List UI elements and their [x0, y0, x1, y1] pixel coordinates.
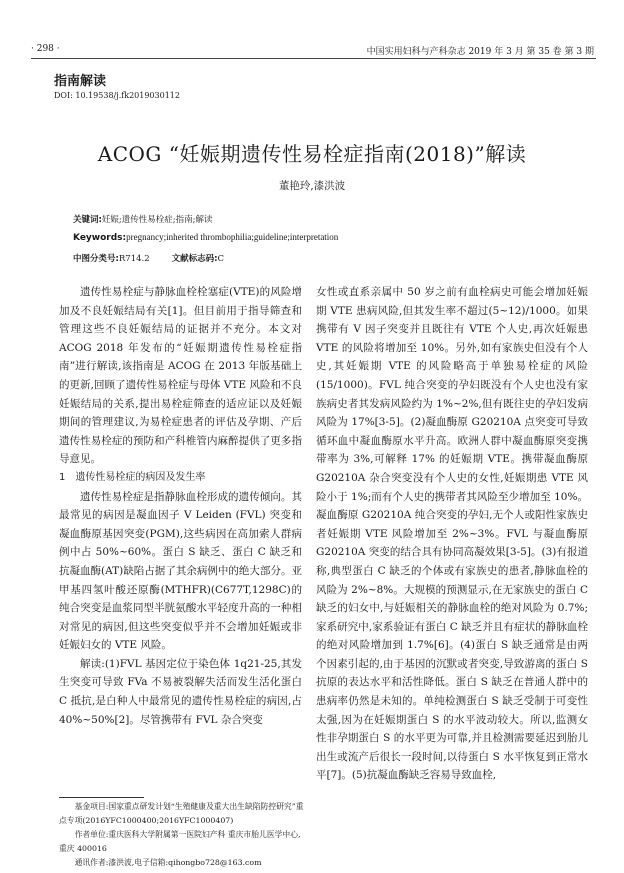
footnote-affiliation: 作者单位:重庆医科大学附属第一医院妇产科 重庆市胎儿医学中心,重庆 400016	[59, 830, 301, 853]
intro-paragraph: 遗传性易栓症与静脉血栓栓塞症(VTE)的风险增加及不良妊娠结局有关[1]。但目前用于指导筛查和管理这些不良妊娠结局的证据并不充分。本文对 ACOG 2018 年发布的“妊娠期遗传性易栓症指南”进行解读,该指南是 ACOG 在 2013 年版基础上的更新,回顾了遗传性易栓症与母体 VTE 风险和不良妊娠结局的关系,提出易栓症筛查的适应证以及妊娠期间的管理建议,为易栓症患者的评估及孕期、产后遗传性易栓症的预防和产科椎管内麻醉提供了更多指导意见。	[59, 286, 302, 466]
right-column-paragraph: 女性或直系亲属中 50 岁之前有血栓病史可能会增加妊娠期 VTE 患病风险,但其发生率不超过(5~12)/1000。如果携带有 V 因子突变并且既往有 VTE 个人史,再次妊娠患 VTE 的风险将增加至 10%。另外,如有家族史但没有个人史,其妊娠期 VTE 的风险略高于单独易栓症的风险(15/1000)。FVL 纯合突变的孕妇既没有个人史也没有家族病史者其发病风险约为 1%~2%,但有既往史的孕妇发病风险为 17%[3-5]。(2)凝血酶原 G20210A 点突变可导致循环血中凝血酶原水平升高。欧洲人群中凝血酶原突变携带率为 3%,可解释 17% 的妊娠期 VTE。携带凝血酶原 G20210A 杂合突变没有个人史的女性,妊娠期患 VTE 风险小于 1%;而有个人史的携带者其风险至少增加至 10%。凝血酶原 G20210A 纯合突变的孕妇,无个人或阳性家族史者妊娠期 VTE 风险增加至 2%~3%。FVL 与凝血酶原 G20210A 突变的结合具有协同高凝效果[3-5]。(3)有报道称,典型蛋白 C 缺乏的个体或有家族史的患者,静脉血栓的风险为 2%~8%。大规模的预测显示,在无家族史的蛋白 C 缺乏的妇女中,与妊娠相关的静脉血栓的绝对风险为 0.7%;家系研究中,家系验证有蛋白 C 缺乏并且有症状的静脉血栓的绝对风险增加到 1.7%[6]。(4)蛋白 S 缺乏通常是由两个因素引起的,由于基因的沉默或者突变,导致游离的蛋白 S 抗原的表达水平和活性降低。蛋白 S 缺乏在普通人群中的患病率仍然是未知的。单纯检测蛋白 S 缺乏受制于可变性太强,因为在妊娠期蛋白 S 的水平波动较大。所以,监测女性非孕期蛋白 S 的水平更为可靠,并且检测需要延迟到胎儿出生或流产后很长一段时间,以待蛋白 S 水平恢复到正常水平[7]。(5)抗凝血酶缺乏容易导致血栓,	[316, 286, 588, 782]
authors: 董艳玲,漆洪波	[278, 180, 346, 192]
classification-line	[73, 252, 593, 264]
page-number: · 298 ·	[31, 44, 60, 54]
header-rule	[31, 58, 596, 59]
footnotes	[59, 800, 304, 870]
keywords-cn-label: 关键词:	[73, 215, 102, 225]
classification-code: R714.2	[118, 254, 150, 264]
interpretation-paragraph: 解读:(1)FVL 基因定位于染色体 1q21-25,其发生突变可导致 FVa 不易被裂解失活而发生活化蛋白 C 抵抗,是白种人中最常见的遗传性易栓症的病因,占 40%~50%[2]。尽管携带有 FVL 杂合突变	[59, 657, 302, 726]
section-label: 指南解读	[54, 74, 107, 89]
body-column-right	[316, 283, 588, 785]
doi: DOI: 10.19538/j.fk2019030112	[54, 91, 180, 100]
doc-code: C	[217, 254, 225, 264]
footnote-funding: 基金项目:国家重点研发计划“生殖健康及重大出生缺陷防控研究”重点专项(2016YFC1000400;2016YFC1000407)	[59, 802, 304, 825]
classification-label: 中图分类号:	[73, 254, 119, 264]
body-column-left	[59, 283, 302, 729]
keywords-cn-text: 妊娠;遗传性易栓症;指南;解读	[101, 215, 213, 225]
keywords-cn	[73, 213, 593, 225]
keywords-en-label: Keywords:	[73, 233, 127, 243]
footnote-corresponding: 通讯作者:漆洪波,电子信箱:qihongbo728@163.com	[74, 858, 262, 867]
article-title: ACOG “妊娠期遗传性易栓症指南(2018)”解读	[97, 142, 527, 166]
journal-header: 中国实用妇科与产科杂志 2019 年 3 月 第 35 卷 第 3 期	[366, 47, 594, 57]
keywords-en-text: pregnancy;inherited thrombophilia;guideline;interpretation	[126, 232, 339, 242]
footnote-rule	[59, 797, 144, 798]
keywords-en	[73, 232, 593, 243]
doc-code-label: 文献标志码:	[171, 254, 218, 264]
section-1-paragraph: 遗传性易栓症是指静脉血栓形成的遗传倾向。其最常见的病因是凝血因子 V Leiden (FVL) 突变和凝血酶原基因突变(PGM),这些病因在高加索人群病例中占 50%~60%。蛋白 S 缺乏、蛋白 C 缺乏和抗凝血酶(AT)缺陷占据了其余病例中的绝大部分。亚甲基四氢叶酸还原酶(MTHFR)(C677T,1298C)的纯合突变是血浆同型半胱氨酸水平轻度升高的一种相对常见的病因,但这些突变似乎并不会增加妊娠或非妊娠妇女的 VTE 风险。	[59, 490, 302, 652]
section-1-heading: 1 遗传性易栓症的病因及发生率	[59, 471, 206, 483]
